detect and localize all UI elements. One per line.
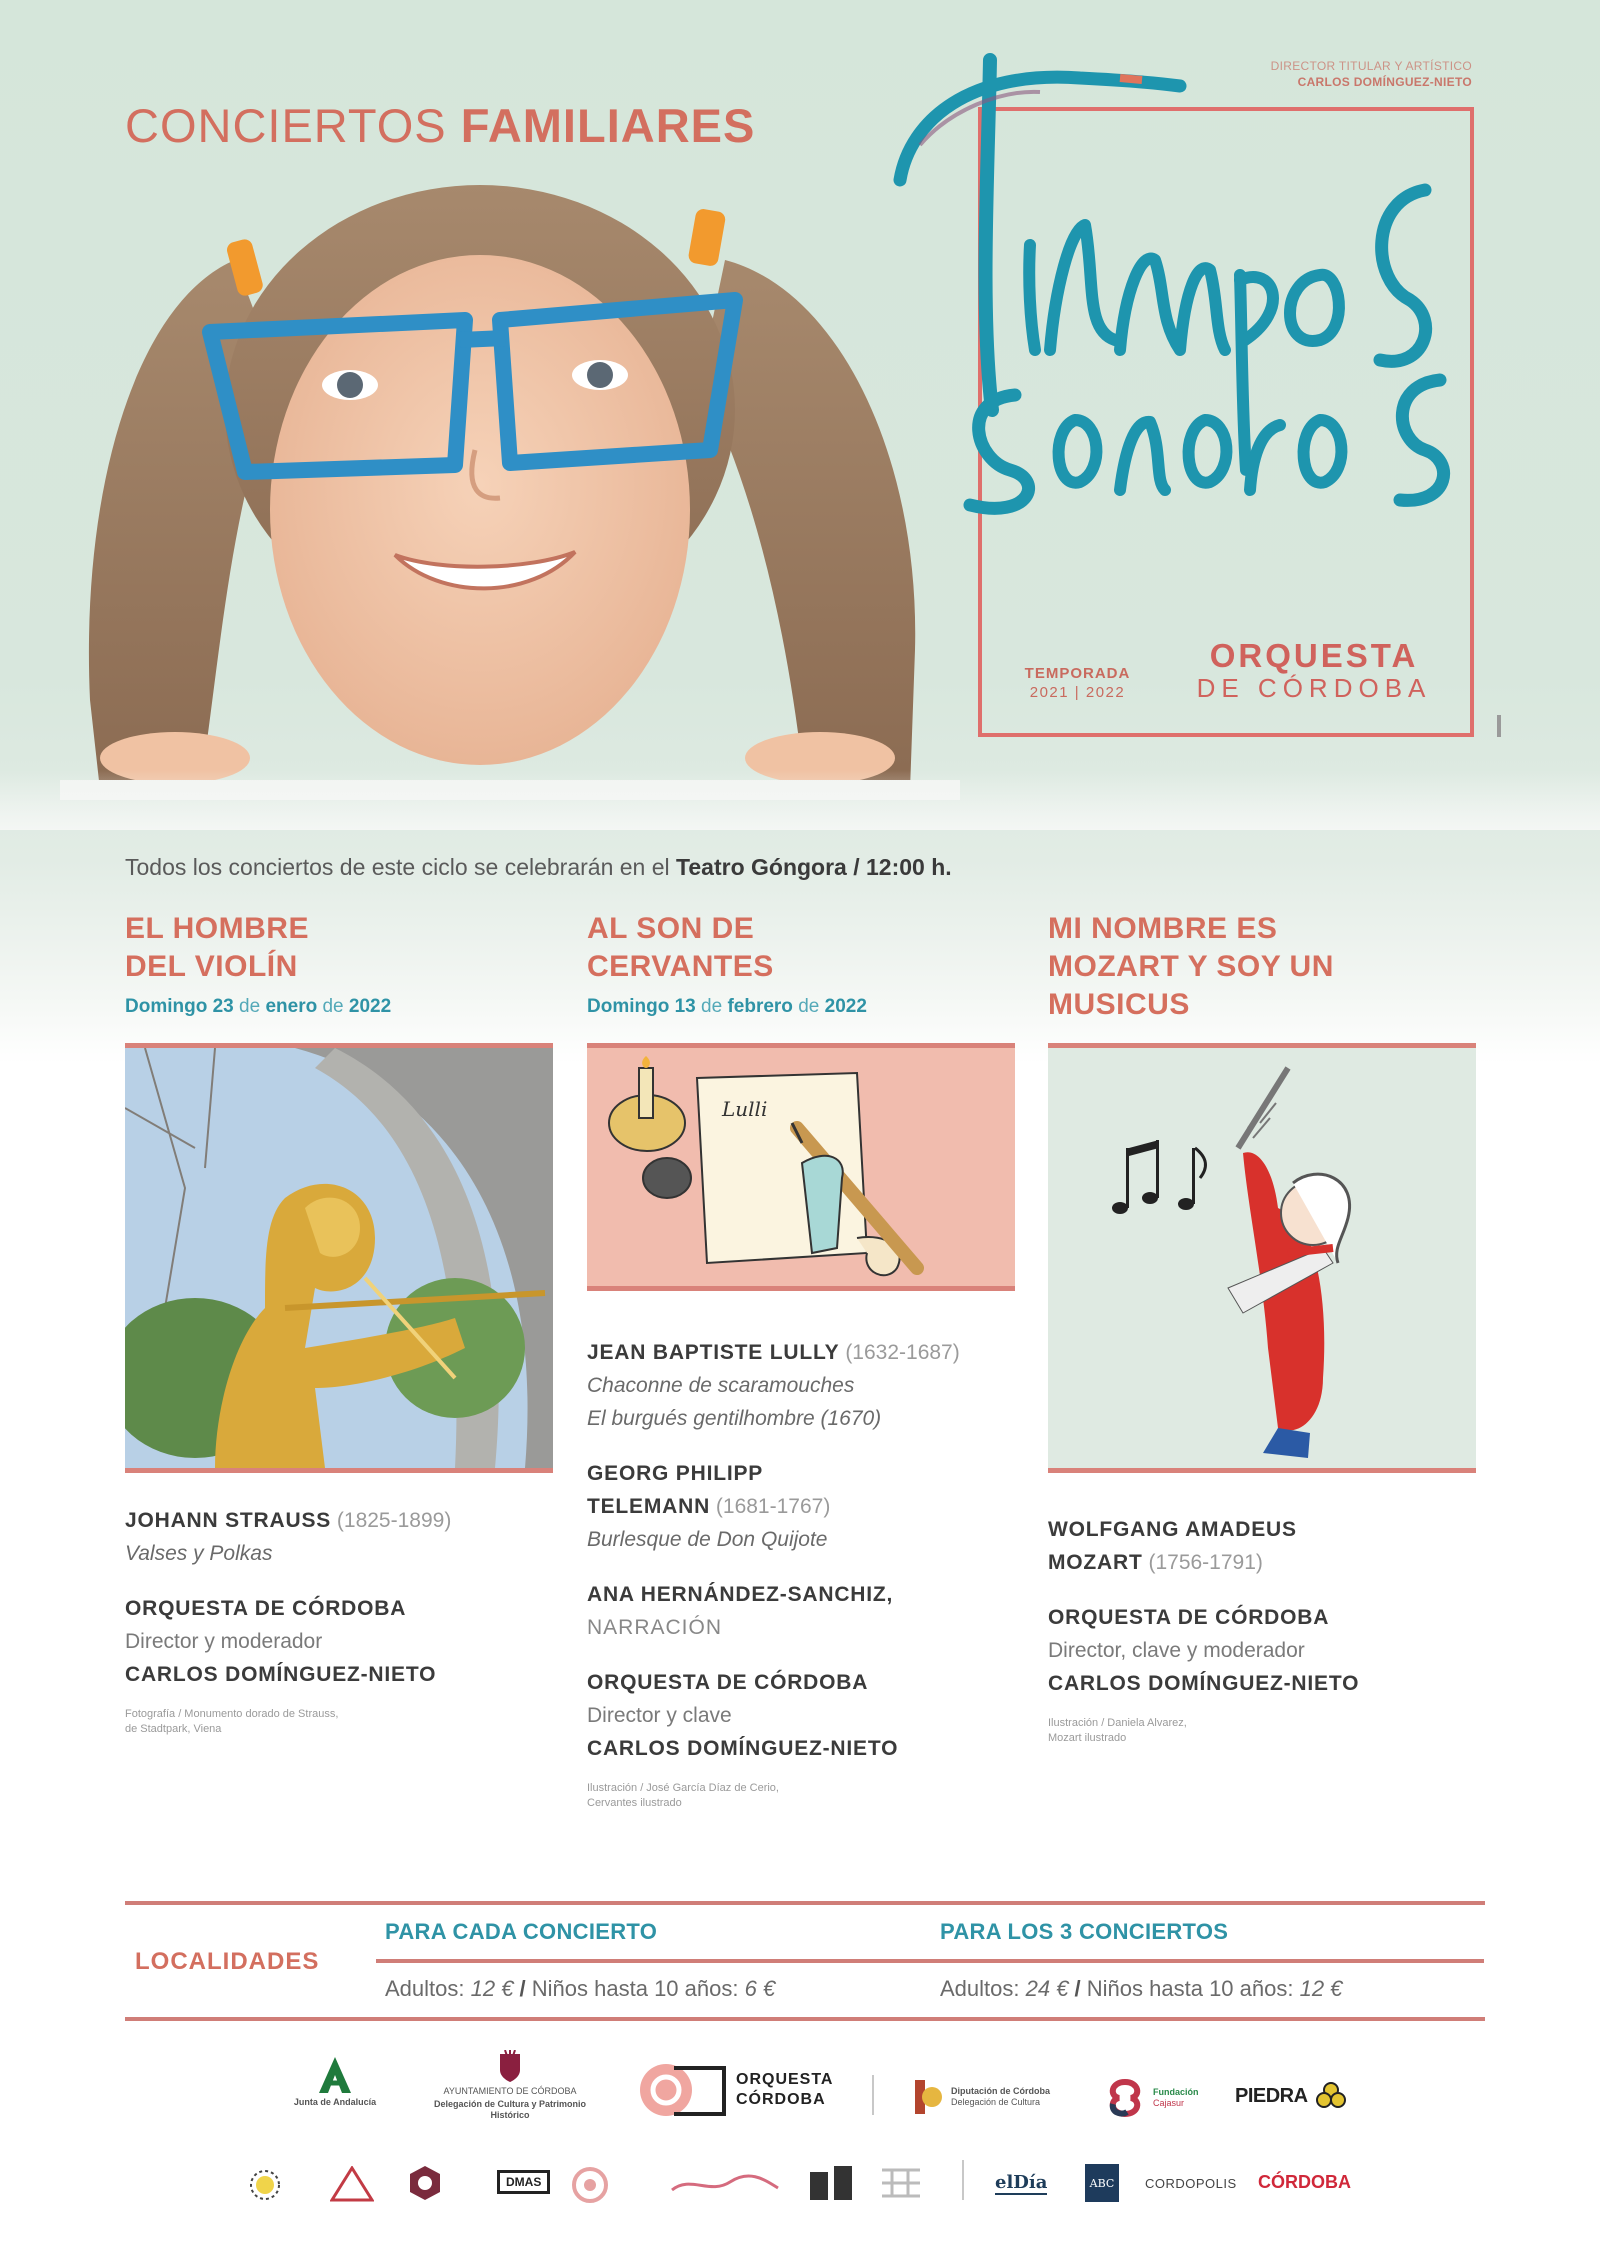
adults-label: Adultos: [940, 1976, 1026, 2001]
hexagon-logo-icon [408, 2164, 442, 2202]
flower-logo-icon [570, 2165, 610, 2205]
work-title: Burlesque de Don Quijote [587, 1528, 828, 1551]
concert-3 [1048, 910, 1478, 1024]
triangle-logo-icon [330, 2166, 374, 2202]
date-de: de [701, 996, 723, 1017]
kids-price: 6 € [744, 1976, 776, 2001]
pricing-label: LOCALIDADES [135, 1948, 320, 1975]
composer-years: (1681-1767) [715, 1495, 831, 1518]
logo-dmas [497, 2170, 550, 2194]
conductor-name: CARLOS DOMÍNGUEZ-NIETO [587, 1737, 899, 1760]
concert-1-title-line1: EL HOMBRE [125, 912, 309, 945]
logo-label: Junta de Andalucía [293, 2097, 377, 2107]
price-heading-bundle: PARA LOS 3 CONCIERTOS [940, 1919, 1229, 1944]
concert-1-program [125, 1504, 565, 1737]
quill-writing-illustration [587, 1048, 1015, 1286]
date-year: 2022 [824, 996, 867, 1017]
conductor-role: Director y clave [587, 1704, 732, 1727]
city-crest-icon [496, 2050, 524, 2084]
logo-sublabel: Cajasur [1153, 2098, 1185, 2108]
image-credit [1048, 1716, 1488, 1746]
credit-line: Ilustración / José García Díaz de Cerio, [587, 1782, 779, 1794]
venue-place: Teatro Góngora / 12:00 h. [676, 854, 952, 880]
composer-name: JEAN BAPTISTE LULLY [587, 1341, 840, 1364]
price-separator: / [1068, 1976, 1087, 2001]
logo-label: elDía [995, 2172, 1048, 2193]
logo-label: PIEDRA [1235, 2084, 1308, 2107]
logo-sponsor-a [248, 2168, 282, 2202]
orchestra-brand-line2: DE CÓRDOBA [1196, 673, 1432, 703]
logo-abc [1085, 2164, 1119, 2202]
concert-2-image-quill [587, 1043, 1015, 1291]
logo-ayuntamiento-cordoba [420, 2050, 600, 2121]
credit-line: de Stadtpark, Viena [125, 1723, 222, 1735]
logo-sponsor-g [808, 2164, 856, 2202]
junta-andalucia-a-icon [315, 2055, 355, 2095]
cajasur-knot-icon [1105, 2078, 1145, 2118]
credit-line: Cervantes ilustrado [587, 1797, 682, 1809]
piedra-flower-icon [1316, 2082, 1346, 2110]
mozart-cartoon-illustration [1048, 1048, 1476, 1468]
kids-price: 12 € [1299, 1976, 1343, 2001]
season-years: 2021 | 2022 [1029, 684, 1126, 701]
concert-3-image-mozart [1048, 1043, 1476, 1473]
date-day: 23 [212, 996, 234, 1017]
girl-illustration [60, 180, 960, 800]
logo-label: AYUNTAMIENTO DE CÓRDOBA [443, 2086, 577, 2096]
date-de: de [798, 996, 820, 1017]
price-heading-single: PARA CADA CONCIERTO [385, 1919, 658, 1944]
work-title: Valses y Polkas [125, 1542, 273, 1565]
concert-2-title-line1: AL SON DE [587, 912, 755, 945]
building-logo-icon [808, 2164, 856, 2202]
logo-sponsor-c [408, 2164, 442, 2202]
composer-name: TELEMANN [587, 1495, 711, 1518]
image-credit [587, 1781, 1027, 1811]
sun-logo-icon [248, 2168, 282, 2202]
date-month: febrero [727, 996, 793, 1017]
svg-text:Lulli: Lulli [722, 1097, 768, 1121]
director-role: DIRECTOR TITULAR Y ARTÍSTICO [1270, 59, 1472, 73]
concert-1-date [125, 996, 555, 1018]
pricing-rule-middle [376, 1959, 1484, 1963]
diputacion-emblem-icon [915, 2080, 943, 2114]
grid-logo-icon [878, 2166, 924, 2200]
date-de: de [239, 996, 261, 1017]
date-day: 13 [674, 996, 696, 1017]
orquesta-cordoba-emblem-icon [640, 2060, 728, 2120]
concert-1 [125, 910, 555, 1018]
tiempos-sonoros-logo [880, 50, 1520, 520]
conductor-role: Director y moderador [125, 1630, 323, 1653]
orquesta-cordoba-wordmark [736, 2070, 833, 2110]
logo-cordopolis [1145, 2176, 1237, 2191]
brush-lettering-icon [880, 50, 1520, 520]
hero-photo-girl-with-glasses [60, 180, 960, 800]
logo-label: Diputación de Córdoba [951, 2086, 1050, 2096]
concert-2-title-line2: CERVANTES [587, 950, 774, 983]
script-logo-icon [670, 2170, 780, 2200]
hero-fade [0, 770, 1600, 830]
composer-years: (1825-1899) [336, 1509, 452, 1532]
logo-sublabel: Delegación de Cultura [951, 2097, 1041, 2107]
orchestra-brand [1190, 637, 1438, 704]
adults-price: 12 € [470, 1976, 514, 2001]
composer-entry [1048, 1546, 1488, 1579]
date-year: 2022 [348, 996, 392, 1017]
logo-label: ABC [1085, 2164, 1119, 2202]
composer-years: (1632-1687) [845, 1341, 960, 1364]
price-separator: / [513, 1976, 532, 2001]
concert-3-title-line2: MOZART Y SOY UN [1048, 950, 1334, 983]
date-dayname: Domingo [587, 996, 670, 1017]
price-bundle [940, 1976, 1342, 2002]
logo-orquesta-cordoba [640, 2060, 833, 2120]
composer-entry [125, 1504, 565, 1537]
logo-piedra [1235, 2082, 1346, 2110]
series-title-light: CONCIERTOS [125, 99, 461, 152]
narrator-role: NARRACIÓN [587, 1616, 723, 1639]
date-dayname: Domingo [125, 996, 208, 1017]
kids-label: Niños hasta 10 años: [1086, 1976, 1300, 2001]
series-title [125, 98, 755, 153]
conductor-name: CARLOS DOMÍNGUEZ-NIETO [125, 1663, 437, 1686]
venue-info [125, 854, 952, 881]
credit-line: Mozart ilustrado [1048, 1732, 1127, 1744]
logo-el-dia [995, 2172, 1047, 2195]
composer-name: GEORG PHILIPP [587, 1462, 764, 1485]
logo-diario-cordoba [1258, 2172, 1351, 2193]
adults-price: 24 € [1025, 1976, 1069, 2001]
venue-text: Todos los conciertos de este ciclo se celebrarán en el [125, 854, 677, 880]
concert-1-title-line2: DEL VIOLÍN [125, 950, 298, 983]
sponsor-divider [872, 2075, 874, 2115]
composer-name: WOLFGANG AMADEUS [1048, 1518, 1297, 1541]
composer-name: MOZART [1048, 1551, 1143, 1574]
concert-2 [587, 910, 1017, 1018]
credit-line: Ilustración / Daniela Alvarez, [1048, 1717, 1187, 1729]
pricing-rule-top [125, 1901, 1485, 1905]
credit-line: Fotografía / Monumento dorado de Strauss, [125, 1708, 339, 1720]
series-title-bold: FAMILIARES [460, 99, 756, 152]
composer-years: (1756-1791) [1148, 1551, 1263, 1574]
work-title: Chaconne de scaramouches [587, 1374, 855, 1397]
conductor-role: Director, clave y moderador [1048, 1639, 1305, 1662]
season-label [1010, 664, 1145, 702]
logo-sponsor-e [570, 2165, 610, 2205]
logo-label: CÓRDOBA [736, 2091, 826, 2108]
composer-entry [587, 1490, 1027, 1523]
logo-label: ORQUESTA [736, 2071, 834, 2088]
logo-sponsor-h [878, 2166, 924, 2200]
price-single [385, 1976, 775, 2002]
composer-name: JOHANN STRAUSS [125, 1509, 332, 1532]
performer: ORQUESTA DE CÓRDOBA [587, 1671, 869, 1694]
adults-label: Adultos: [385, 1976, 471, 2001]
logo-label: CÓRDOBA [1258, 2172, 1351, 2192]
narrator-name: ANA HERNÁNDEZ-SANCHIZ, [587, 1583, 894, 1606]
date-de: de [322, 996, 344, 1017]
performer: ORQUESTA DE CÓRDOBA [1048, 1606, 1330, 1629]
concert-3-program [1048, 1513, 1488, 1746]
logo-sponsor-f [670, 2170, 780, 2200]
logo-fundacion-cajasur [1105, 2078, 1199, 2118]
concert-2-title [587, 910, 1017, 986]
orchestra-brand-line1: ORQUESTA [1209, 637, 1419, 674]
logo-sublabel: Delegación de Cultura y Patrimonio Histórico [433, 2099, 587, 2120]
director-name: CARLOS DOMÍNGUEZ-NIETO [1297, 75, 1472, 89]
logo-label: DMAS [497, 2170, 550, 2194]
concert-1-title [125, 910, 555, 986]
sponsor-divider [962, 2160, 964, 2200]
logo-sponsor-b [330, 2166, 374, 2202]
logo-junta-andalucia [290, 2055, 380, 2108]
composer-entry [587, 1336, 1027, 1369]
side-tick-mark [1497, 715, 1501, 737]
conductor-name: CARLOS DOMÍNGUEZ-NIETO [1048, 1672, 1360, 1695]
pricing-rule-bottom [125, 2017, 1485, 2021]
concert-3-title-line3: MUSICUS [1048, 988, 1190, 1021]
date-month: enero [265, 996, 318, 1017]
performer: ORQUESTA DE CÓRDOBA [125, 1597, 407, 1620]
logo-diputacion-cordoba [915, 2080, 1050, 2114]
logo-label: Fundación [1153, 2087, 1199, 2097]
image-credit [125, 1707, 565, 1737]
concert-2-program [587, 1336, 1027, 1811]
concert-1-image-strauss-statue [125, 1043, 553, 1473]
concert-3-title [1048, 910, 1478, 1024]
strauss-statue-photo [125, 1048, 553, 1468]
concert-3-title-line1: MI NOMBRE ES [1048, 912, 1278, 945]
concert-2-date [587, 996, 1017, 1018]
kids-label: Niños hasta 10 años: [531, 1976, 745, 2001]
logo-label: CORDOPOLIS [1145, 2176, 1237, 2191]
work-title: El burgués gentilhombre (1670) [587, 1407, 882, 1430]
season-word: TEMPORADA [1024, 665, 1131, 682]
